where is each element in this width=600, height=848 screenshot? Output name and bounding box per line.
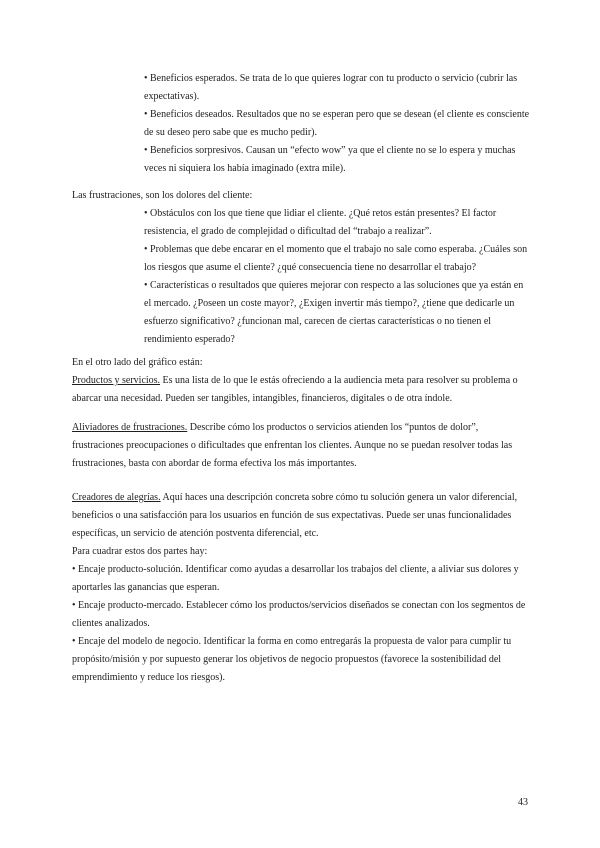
list-item: • Problemas que debe encarar en el momento que el trabajo no sale como esperaba. ¿Cuáles son los riesgos que asume el cliente? ¿qué consecuencia tiene no desarrollar el trabajo? (144, 244, 528, 273)
relievers-heading: Aliviadores de frustraciones. (72, 422, 188, 433)
frustrations-list (72, 205, 532, 349)
relievers-text: Describe cómo los productos o servicios atienden los “puntos de dolor”, frustraciones preocupaciones o dificultades que enfrentan los clientes. Aunque no se puedan resolver todas las frustraciones, basta con abordar de forma efectiva los más importantes. (72, 422, 513, 469)
list-item: • Encaje producto-mercado. Establecer cómo los productos/servicios diseñados se conectan con los segmentos de clientes analizados. (72, 600, 526, 629)
list-item: • Beneficios esperados. Se trata de lo que quieres lograr con tu producto o servicio (cubrir las expectativas). (144, 73, 518, 102)
products-text: Es una lista de lo que le estás ofreciendo a la audiencia meta para resolver su problema o abarcar una necesidad. Pueden ser tangibles, intangibles, financieros, digitales o de otra índole. (72, 375, 518, 404)
other-side-section (72, 354, 532, 408)
creators-heading: Creadores de alegrías. (72, 492, 161, 503)
other-side-intro: En el otro lado del gráfico están: (72, 357, 203, 368)
fit-intro: Para cuadrar estos dos partes hay: (72, 546, 208, 557)
products-paragraph (72, 372, 532, 408)
list-item: • Características o resultados que quieres mejorar con respecto a las soluciones que ya están en el mercado. ¿Poseen un coste mayor?, ¿Exigen invertir más tiempo?, ¿tiene que dedicarle un esfuerzo significativo? ¿funcionan mal, carecen de ciertas características o no tienen el rendimiento esperado? (144, 280, 524, 345)
list-item: • Encaje del modelo de negocio. Identificar la forma en como entregarás la propuesta de valor para cumplir tu propósito/misión y por supuesto generar los objetivos de negocio propuestos (favorece la sostenibilidad del emprendimiento y reduce los riesgos). (72, 636, 512, 683)
frustrations-intro: Las frustraciones, son los dolores del cliente: (72, 190, 253, 201)
creators-paragraph (72, 489, 532, 543)
list-item: • Obstáculos con los que tiene que lidiar el cliente. ¿Qué retos están presentes? El factor resistencia, el grado de complejidad o dificultad del “trabajo a realizar”. (144, 208, 497, 237)
creators-text: Aquí haces una descripción concreta sobre cómo tu solución genera un valor diferencial, beneficios o una satisfacción para los usuarios en función de sus expectativas. Puede ser unas funcionalidades específicas, un servicio de atención postventa diferencial, etc. (72, 492, 518, 539)
relievers-section (72, 419, 532, 473)
products-heading: Productos y servicios. (72, 375, 161, 386)
creators-section (72, 489, 532, 687)
list-item: • Encaje producto-solución. Identificar como ayudas a desarrollar los trabajos del cliente, a aliviar sus dolores y aportarles las ganancias que esperan. (72, 564, 519, 593)
list-item: • Beneficios deseados. Resultados que no se esperan pero que se desean (el cliente es consciente de su deseo pero sabe que es mucho pedir). (144, 109, 530, 138)
benefits-list (144, 70, 530, 178)
relievers-paragraph (72, 419, 532, 473)
list-item: • Beneficios sorpresivos. Causan un “efecto wow” ya que el cliente no se lo espera y muchas veces ni siquiera los había imaginado (extra mile). (144, 145, 516, 174)
page-number: 43 (518, 797, 528, 808)
frustrations-section (72, 187, 532, 349)
